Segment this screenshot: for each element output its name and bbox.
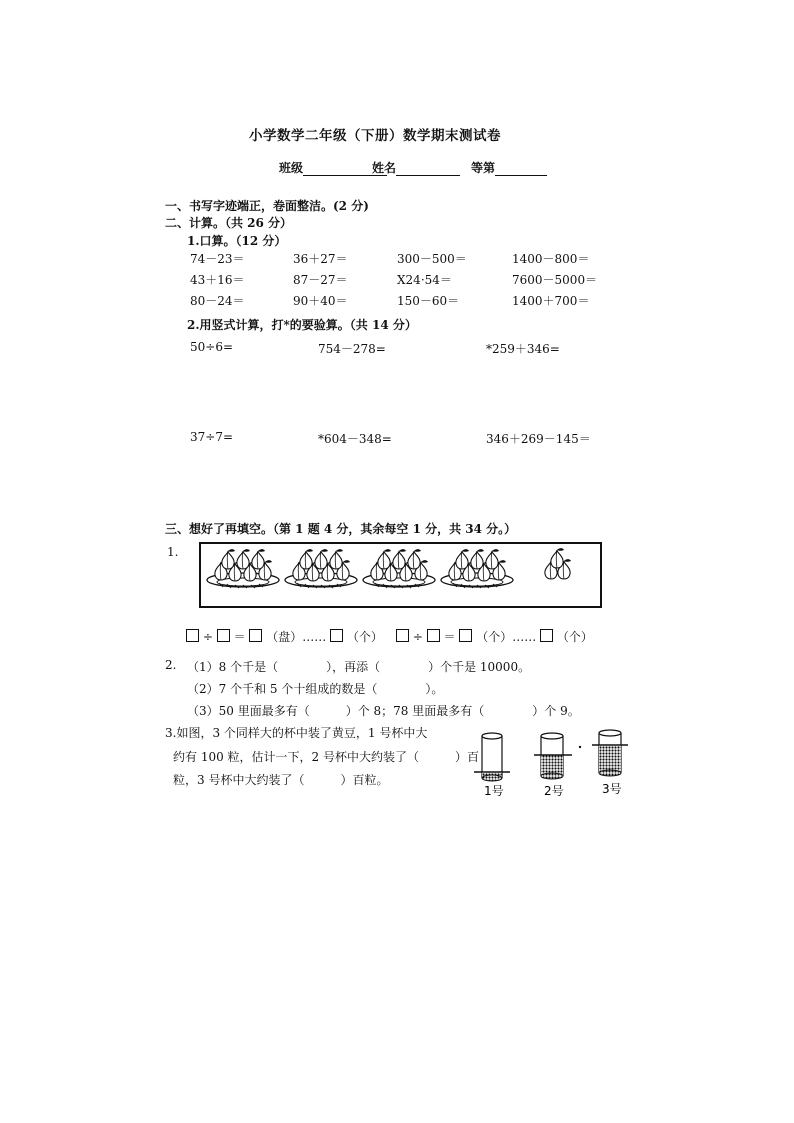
vertical-problem: 346＋269－145＝ xyxy=(486,432,591,446)
section1-heading: 一、书写字迹端正，卷面整洁。(2 分) xyxy=(165,199,369,213)
name-label: 姓名 xyxy=(372,161,397,175)
unit-ge: （个） xyxy=(556,630,593,644)
cup-label: 3号 xyxy=(602,782,622,796)
grade-blank[interactable] xyxy=(495,162,547,176)
q2-number: 2. xyxy=(165,658,177,672)
answer-box[interactable] xyxy=(330,629,343,642)
oral-problem: 80－24＝ xyxy=(190,294,245,308)
divide-sign: ÷ xyxy=(412,630,423,644)
cup-label: 1号 xyxy=(484,784,504,797)
page-title: 小学数学二年级（下册）数学期末测试卷 xyxy=(249,128,501,144)
oral-problem: 300－500＝ xyxy=(397,252,467,266)
vertical-problem: 37÷7= xyxy=(190,430,234,444)
answer-box[interactable] xyxy=(427,629,440,642)
oral-problem: X24·54＝ xyxy=(397,273,452,287)
oral-calc-heading: 1.口算。（12 分） xyxy=(187,234,287,248)
class-label: 班级 xyxy=(279,161,304,175)
peach-plates-figure xyxy=(199,542,602,608)
unit-plate: （盘）…… xyxy=(266,630,327,644)
q3-line: 粒，3 号杯中大约装了（ ）百粒。 xyxy=(173,773,389,787)
equals-sign: ＝ xyxy=(233,630,246,644)
vertical-problem: 50÷6= xyxy=(190,340,234,354)
oral-problem: 1400－800＝ xyxy=(512,252,590,266)
bean-cups-figure xyxy=(470,725,630,797)
q1-number: 1. xyxy=(167,545,179,559)
oral-problem: 90＋40＝ xyxy=(293,294,348,308)
oral-problem: 150－60＝ xyxy=(397,294,460,308)
class-field xyxy=(279,159,387,176)
q1-formula-row xyxy=(186,628,383,645)
vertical-calc-heading: 2.用竖式计算，打*的要验算。（共 14 分） xyxy=(187,318,417,332)
oral-problem: 36＋27＝ xyxy=(293,252,348,266)
oral-problem: 87－27＝ xyxy=(293,273,348,287)
q1-formula-row-2 xyxy=(396,628,593,645)
q2-line: （2）7 个千和 5 个十组成的数是（ ）。 xyxy=(187,682,444,696)
answer-box[interactable] xyxy=(217,629,230,642)
oral-problem: 43＋16＝ xyxy=(190,273,245,287)
cup-2 xyxy=(534,733,572,779)
q3-line: 3.如图，3 个同样大的杯中装了黄豆，1 号杯中大 xyxy=(165,726,428,740)
oral-problem: 1400＋700＝ xyxy=(512,294,590,308)
name-blank[interactable] xyxy=(396,162,460,176)
answer-box[interactable] xyxy=(459,629,472,642)
divide-sign: ÷ xyxy=(202,630,213,644)
unit-ge: （个）…… xyxy=(476,630,537,644)
vertical-problem: 754－278= xyxy=(318,342,386,356)
answer-box[interactable] xyxy=(249,629,262,642)
equals-sign: ＝ xyxy=(443,630,456,644)
name-field xyxy=(372,159,460,176)
cup-label: 2号 xyxy=(544,784,564,797)
q2-line: （1）8 个千是（ ），再添（ ）个千是 10000。 xyxy=(187,660,531,674)
section3-heading: 三、想好了再填空。（第 1 题 4 分，其余每空 1 分，共 34 分。） xyxy=(165,522,517,536)
unit-ge: （个） xyxy=(346,630,383,644)
cup-1 xyxy=(474,733,510,781)
vertical-problem: *259＋346= xyxy=(486,342,560,356)
answer-box[interactable] xyxy=(396,629,409,642)
oral-problem: 74－23＝ xyxy=(190,252,245,266)
vertical-problem: *604－348= xyxy=(318,432,392,446)
grade-field xyxy=(471,159,547,176)
q2-line: （3）50 里面最多有（ ）个 8；78 里面最多有（ ）个 9。 xyxy=(187,704,580,718)
oral-problem: 7600－5000＝ xyxy=(512,273,598,287)
answer-box[interactable] xyxy=(186,629,199,642)
cup-3 xyxy=(592,730,628,776)
peach-plates-illustration xyxy=(201,544,600,606)
q3-line: 约有 100 粒，估计一下，2 号杯中大约装了（ ）百 xyxy=(173,750,479,764)
answer-box[interactable] xyxy=(540,629,553,642)
section2-heading: 二、计算。（共 26 分） xyxy=(165,216,293,230)
grade-label: 等第 xyxy=(471,161,496,175)
